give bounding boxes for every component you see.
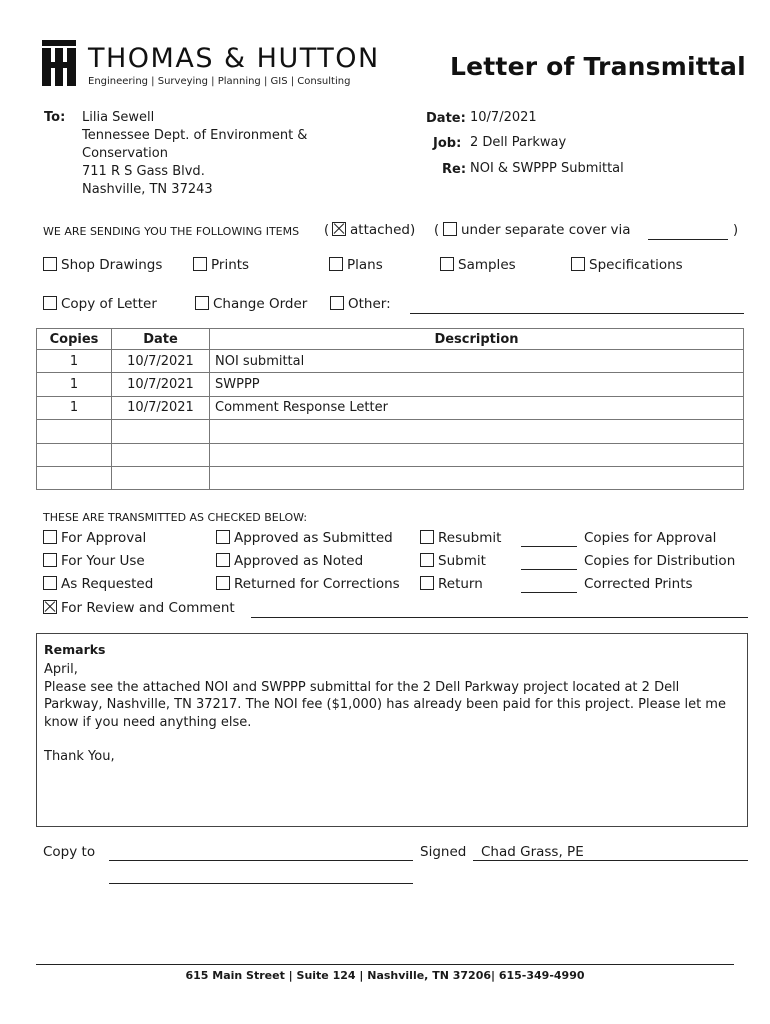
checkbox[interactable] bbox=[43, 600, 57, 614]
recipient-address bbox=[82, 109, 307, 199]
option-label: For Your Use bbox=[61, 553, 145, 569]
footer-address: 615 Main Street | Suite 124 | Nashville, TN 37206| 615-349-4990 bbox=[185, 969, 585, 982]
remarks-closing: Thank You, bbox=[44, 749, 115, 764]
cell-date bbox=[112, 420, 210, 443]
cell-copies: 1 bbox=[37, 350, 112, 373]
transmitted-heading: THESE ARE TRANSMITTED AS CHECKED BELOW: bbox=[43, 511, 308, 524]
copies-for-approval-label: Copies for Approval bbox=[584, 530, 717, 546]
signed-line bbox=[473, 860, 748, 861]
header-copies: Copies bbox=[37, 329, 112, 350]
table-row bbox=[37, 396, 744, 419]
option-label: Prints bbox=[211, 257, 250, 273]
checkbox[interactable] bbox=[330, 296, 344, 310]
date-label: Date: bbox=[426, 111, 466, 126]
cell-date: 10/7/2021 bbox=[112, 396, 210, 419]
date-value: 10/7/2021 bbox=[470, 110, 537, 125]
option-label: Submit bbox=[438, 553, 486, 569]
open-paren: ( bbox=[434, 223, 440, 238]
option-returned-for-corrections[interactable] bbox=[216, 576, 400, 592]
checkbox[interactable] bbox=[193, 257, 207, 271]
option-specifications[interactable] bbox=[571, 257, 683, 273]
copies-approval-blank bbox=[521, 546, 577, 547]
separate-cover-label: under separate cover via bbox=[461, 222, 631, 238]
option-label: Plans bbox=[347, 257, 383, 273]
signed-label: Signed bbox=[420, 844, 467, 860]
table-row bbox=[37, 466, 744, 489]
attached-label: attached) bbox=[350, 222, 416, 238]
table-row bbox=[37, 443, 744, 466]
recipient-line: Conservation bbox=[82, 146, 168, 161]
copy-to-line bbox=[109, 860, 413, 861]
corrected-prints-blank bbox=[521, 592, 577, 593]
checkbox[interactable] bbox=[216, 576, 230, 590]
copy-to-label: Copy to bbox=[43, 844, 96, 860]
table-row bbox=[37, 420, 744, 443]
cell-description bbox=[210, 443, 744, 466]
option-label: For Approval bbox=[61, 530, 147, 546]
via-blank-line bbox=[648, 239, 728, 240]
job-label: Job: bbox=[433, 136, 462, 151]
footer-divider bbox=[36, 964, 734, 965]
cell-date: 10/7/2021 bbox=[112, 373, 210, 396]
company-logo-mark bbox=[42, 40, 76, 86]
company-tagline: Engineering | Surveying | Planning | GIS | Consulting bbox=[88, 76, 351, 87]
option-label: Samples bbox=[458, 257, 516, 273]
checkbox[interactable] bbox=[43, 257, 57, 271]
checkbox[interactable] bbox=[571, 257, 585, 271]
option-label: Approved as Submitted bbox=[234, 530, 393, 546]
option-label: Other: bbox=[348, 296, 391, 312]
option-submit[interactable] bbox=[420, 553, 486, 569]
header-date: Date bbox=[112, 329, 210, 350]
option-label: Resubmit bbox=[438, 530, 502, 546]
cell-copies bbox=[37, 420, 112, 443]
cell-copies: 1 bbox=[37, 373, 112, 396]
checkbox[interactable] bbox=[43, 530, 57, 544]
option-samples[interactable] bbox=[440, 257, 516, 273]
checkbox[interactable] bbox=[420, 576, 434, 590]
option-for-your-use[interactable] bbox=[43, 553, 145, 569]
option-copy-of-letter[interactable] bbox=[43, 296, 157, 312]
checkbox[interactable] bbox=[195, 296, 209, 310]
option-prints[interactable] bbox=[193, 257, 249, 273]
option-label: Returned for Corrections bbox=[234, 576, 400, 592]
job-value: 2 Dell Parkway bbox=[470, 135, 567, 150]
checkbox[interactable] bbox=[43, 553, 57, 567]
items-table bbox=[36, 328, 744, 490]
option-approved-as-noted[interactable] bbox=[216, 553, 363, 569]
option-label: Change Order bbox=[213, 296, 308, 312]
signed-name: Chad Grass, PE bbox=[481, 844, 584, 860]
option-label: As Requested bbox=[61, 576, 154, 592]
cell-date bbox=[112, 443, 210, 466]
cell-description: SWPPP bbox=[210, 373, 744, 396]
checkbox[interactable] bbox=[420, 553, 434, 567]
remarks-title: Remarks bbox=[44, 642, 106, 657]
corrected-prints-label: Corrected Prints bbox=[584, 576, 693, 592]
option-label: Copy of Letter bbox=[61, 296, 157, 312]
option-label: Shop Drawings bbox=[61, 257, 163, 273]
recipient-line: Tennessee Dept. of Environment & bbox=[82, 128, 308, 143]
option-as-requested[interactable] bbox=[43, 576, 153, 592]
table-row bbox=[37, 373, 744, 396]
remarks-greeting: April, bbox=[44, 662, 78, 677]
checkbox[interactable] bbox=[440, 257, 454, 271]
copy-to-line-2 bbox=[109, 883, 413, 884]
checkbox[interactable] bbox=[420, 530, 434, 544]
cell-description bbox=[210, 466, 744, 489]
option-other[interactable] bbox=[330, 296, 391, 312]
recipient-line: Lilia Sewell bbox=[82, 110, 155, 125]
recipient-line: 711 R S Gass Blvd. bbox=[82, 164, 205, 179]
table-header-row bbox=[37, 329, 744, 350]
separate-cover-option[interactable] bbox=[443, 222, 631, 238]
open-paren: ( bbox=[324, 223, 330, 238]
other-blank-line bbox=[410, 313, 744, 314]
copies-for-distribution-label: Copies for Distribution bbox=[584, 553, 736, 569]
cell-copies: 1 bbox=[37, 396, 112, 419]
remarks-box bbox=[36, 633, 748, 827]
option-return[interactable] bbox=[420, 576, 483, 592]
option-for-review[interactable] bbox=[43, 600, 235, 616]
sending-prefix: WE ARE SENDING YOU THE FOLLOWING ITEMS bbox=[43, 225, 300, 238]
re-value: NOI & SWPPP Submittal bbox=[470, 161, 624, 176]
header-description: Description bbox=[210, 329, 744, 350]
attached-option[interactable] bbox=[332, 222, 415, 238]
close-paren: ) bbox=[733, 223, 739, 238]
separate-cover-checkbox[interactable] bbox=[443, 222, 457, 236]
checkbox[interactable] bbox=[43, 576, 57, 590]
cell-description bbox=[210, 420, 744, 443]
option-label: Specifications bbox=[589, 257, 683, 273]
cell-date: 10/7/2021 bbox=[112, 350, 210, 373]
option-label: Return bbox=[438, 576, 483, 592]
option-for-approval[interactable] bbox=[43, 530, 146, 546]
cell-copies bbox=[37, 443, 112, 466]
option-approved-as-submitted[interactable] bbox=[216, 530, 393, 546]
document-title: Letter of Transmittal bbox=[450, 52, 746, 81]
remarks-body: Please see the attached NOI and SWPPP submittal for the 2 Dell Parkway project located at 2 Dell Parkway, Nashville, TN 37217. The NOI fee ($1,000) has already been paid for this project. Please let me know if you need anything else. bbox=[44, 679, 726, 730]
table-row bbox=[37, 350, 744, 373]
checkbox[interactable] bbox=[216, 530, 230, 544]
cell-date bbox=[112, 466, 210, 489]
checkbox[interactable] bbox=[329, 257, 343, 271]
to-label: To: bbox=[44, 110, 66, 125]
review-blank-line bbox=[251, 617, 748, 618]
company-name: THOMAS & HUTTON bbox=[88, 43, 380, 74]
cell-copies bbox=[37, 466, 112, 489]
attached-checkbox[interactable] bbox=[332, 222, 346, 236]
option-resubmit[interactable] bbox=[420, 530, 501, 546]
cell-description: Comment Response Letter bbox=[210, 396, 744, 419]
re-label: Re: bbox=[442, 162, 467, 177]
checkbox[interactable] bbox=[43, 296, 57, 310]
option-change-order[interactable] bbox=[195, 296, 307, 312]
recipient-line: Nashville, TN 37243 bbox=[82, 182, 213, 197]
option-plans[interactable] bbox=[329, 257, 383, 273]
option-label: For Review and Comment bbox=[61, 600, 235, 616]
checkbox[interactable] bbox=[216, 553, 230, 567]
cell-description: NOI submittal bbox=[210, 350, 744, 373]
option-label: Approved as Noted bbox=[234, 553, 364, 569]
copies-distribution-blank bbox=[521, 569, 577, 570]
option-shop-drawings[interactable] bbox=[43, 257, 162, 273]
